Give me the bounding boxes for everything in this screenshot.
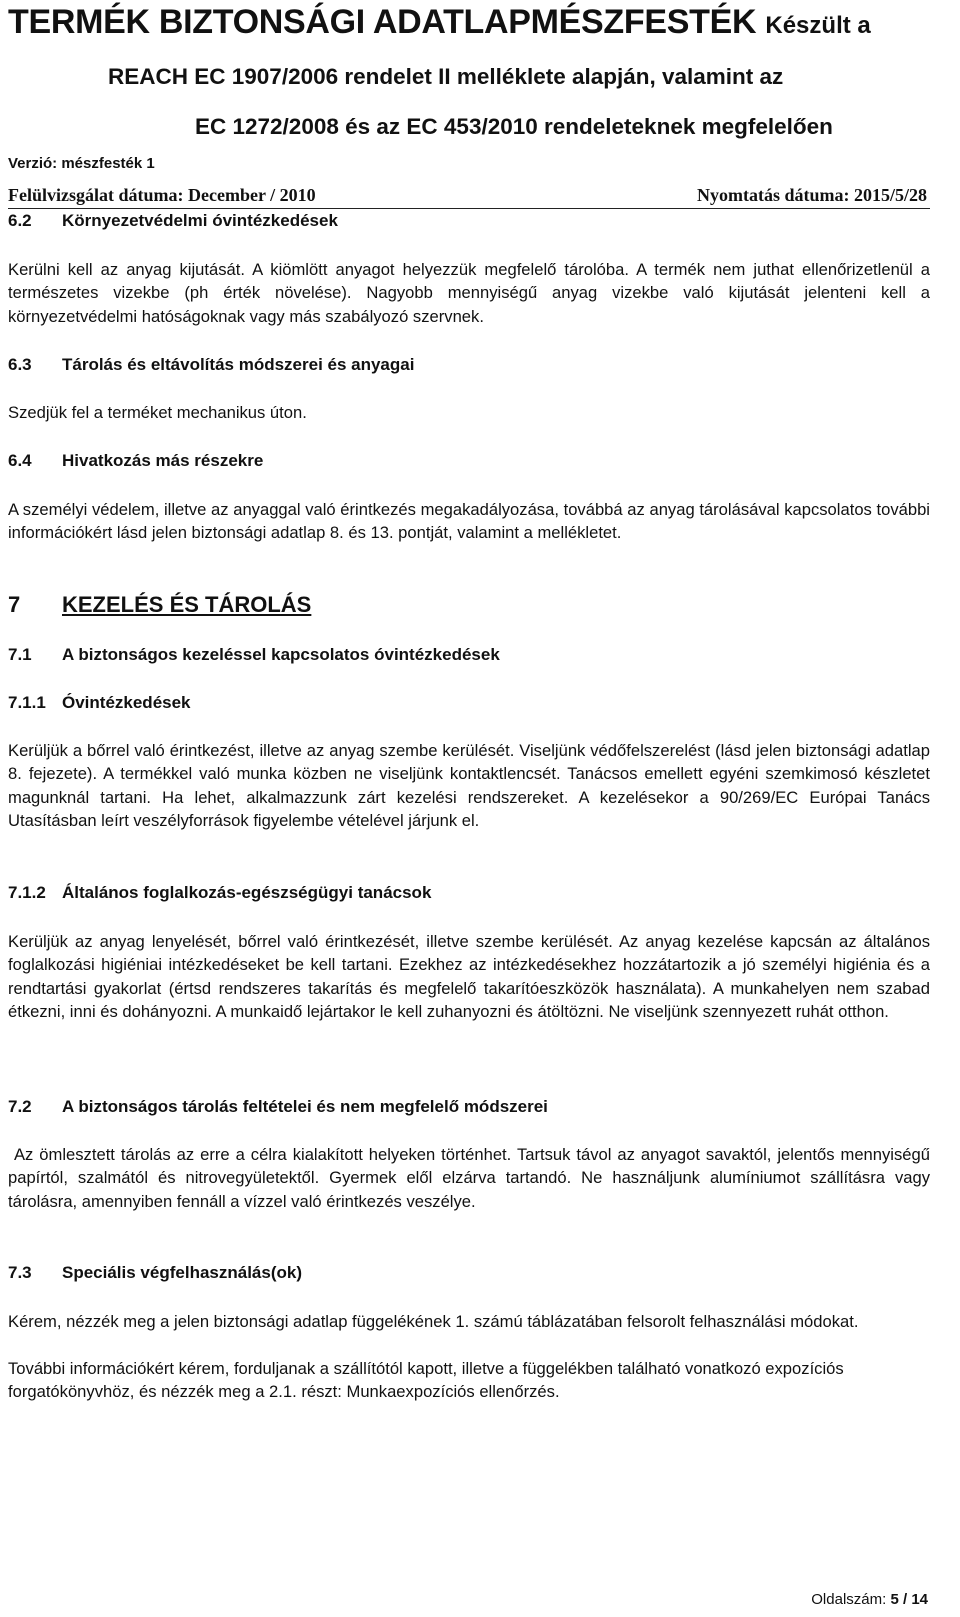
section-heading-7-2: 7.2 A biztonságos tárolás feltételei és nem megfelelő módszerei [8,1097,548,1116]
section-heading-6-3: 6.3 Tárolás és eltávolítás módszerei és anyagai [8,355,415,374]
page-number: Oldalszám: 5 / 14 [811,1591,928,1608]
page-number-value: 5 / 14 [890,1591,928,1608]
section-heading-7-1-2: 7.1.2 Általános foglalkozás-egészségügyi tanácsok [8,883,432,902]
section-heading-7-3: 7.3 Speciális végfelhasználás(ok) [8,1263,302,1282]
section-text-6-2: Kerülni kell az anyag kijutását. A kiömlött anyagot helyezzük megfelelő tárolóba. A termék nem juthat ellenőrizetlenül a természetes vizekbe (ph érték növelése). Nagyobb mennyiségű anyag vizekbe való kijutását jelenteni kell a környezetvédelmi hatóságoknak vagy más szabályozó szervnek. [8,260,930,326]
print-date: Nyomtatás dátuma: 2015/5/28 [697,185,927,205]
review-date: Felülvizsgálat dátuma: December / 2010 [8,185,316,205]
section-text-7-1-2: Kerüljük az anyag lenyelését, bőrrel való érintkezését, illetve szembe kerülését. Az anyag kezelése kapcsán az általános foglalkozási higiéniai intézkedéseket be kell tartani. Ezekhez az intézkedésekhez hozzátartozik a jó személyi higiénia és a rendtartási gyakorlat (értsd rendszeres takarítás és megfelelő takarítóeszközök használata). A munkahelyen nem szabad étkezni, inni és dohányozni. A munkaidő lejártakor le kell zuhanyozni és átöltözni. Ne viseljünk szennyezett ruhát otthon. [8,932,930,1021]
section-text-6-3: Szedjük fel a terméket mechanikus úton. [8,403,307,422]
section-heading-6-4: 6.4 Hivatkozás más részekre [8,451,264,470]
document-title: TERMÉK BIZTONSÁGI ADATLAPMÉSZFESTÉK Készült a [8,3,871,41]
section-heading-7-1-1: 7.1.1 Óvintézkedések [8,693,191,712]
section-text-6-4: A személyi védelem, illetve az anyaggal való érintkezés megakadályozása, továbbá az anyag tárolásával kapcsolatos további információkért lásd jelen biztonsági adatlap 8. és 13. pontját, valamint a mellékletet. [8,500,930,543]
section-heading-7-1: 7.1 A biztonságos kezeléssel kapcsolatos óvintézkedések [8,645,500,664]
section-text-7-1-1: Kerüljük a bőrrel való érintkezést, illetve az anyag szembe kerülését. Viseljünk védőfelszerelést (lásd jelen biztonsági adatlap 8. fejezete). A termékkel való munka közben ne viseljünk kontaktlencsét. Tanácsos emellett egyéni szemkimosó készletet magunknál tartani. Ha lehet, alkalmazzunk zárt kezelési rendszereket. A kezelésekor a 90/269/EC Európai Tanács Utasításban leírt veszélyforrások figyelembe vételével járjunk el. [8,741,930,830]
chapter-heading-7: 7 KEZELÉS ÉS TÁROLÁS [8,592,312,617]
section-text-7-2: Az ömlesztett tárolás az erre a célra kialakított helyeken történhet. Tartsuk távol az anyagot savaktól, jelentős mennyiségű papírtól, szalmától és nitrovegyületektől. Gyermek elől elzárva tartandó. Ne használjunk alumíniumot szállításra vagy tárolásra, amennyiben fennáll a vízzel való érintkezés veszélye. [8,1145,935,1211]
regulation-line-1: REACH EC 1907/2006 rendelet II melléklete alapján, valamint az [108,64,784,89]
document-title-suffix: Készült a [765,12,871,39]
version-label: Verzió: mészfesték 1 [8,155,155,172]
header-divider [8,208,930,209]
section-heading-6-2: 6.2 Környezetvédelmi óvintézkedések [8,211,338,230]
section-text-7-3-b: További információkért kérem, forduljanak a szállítótól kapott, illetve a függelékben található vonatkozó expozíciós forgatókönyvhöz, és nézzék meg a 2.1. részt: Munkaexpozíciós ellenőrzés. [8,1359,844,1402]
section-text-7-3-a: Kérem, nézzék meg a jelen biztonsági adatlap függelékének 1. számú táblázatában felsorolt felhasználási módokat. [8,1312,859,1331]
regulation-line-2: EC 1272/2008 és az EC 453/2010 rendeleteknek megfelelően [195,114,833,139]
